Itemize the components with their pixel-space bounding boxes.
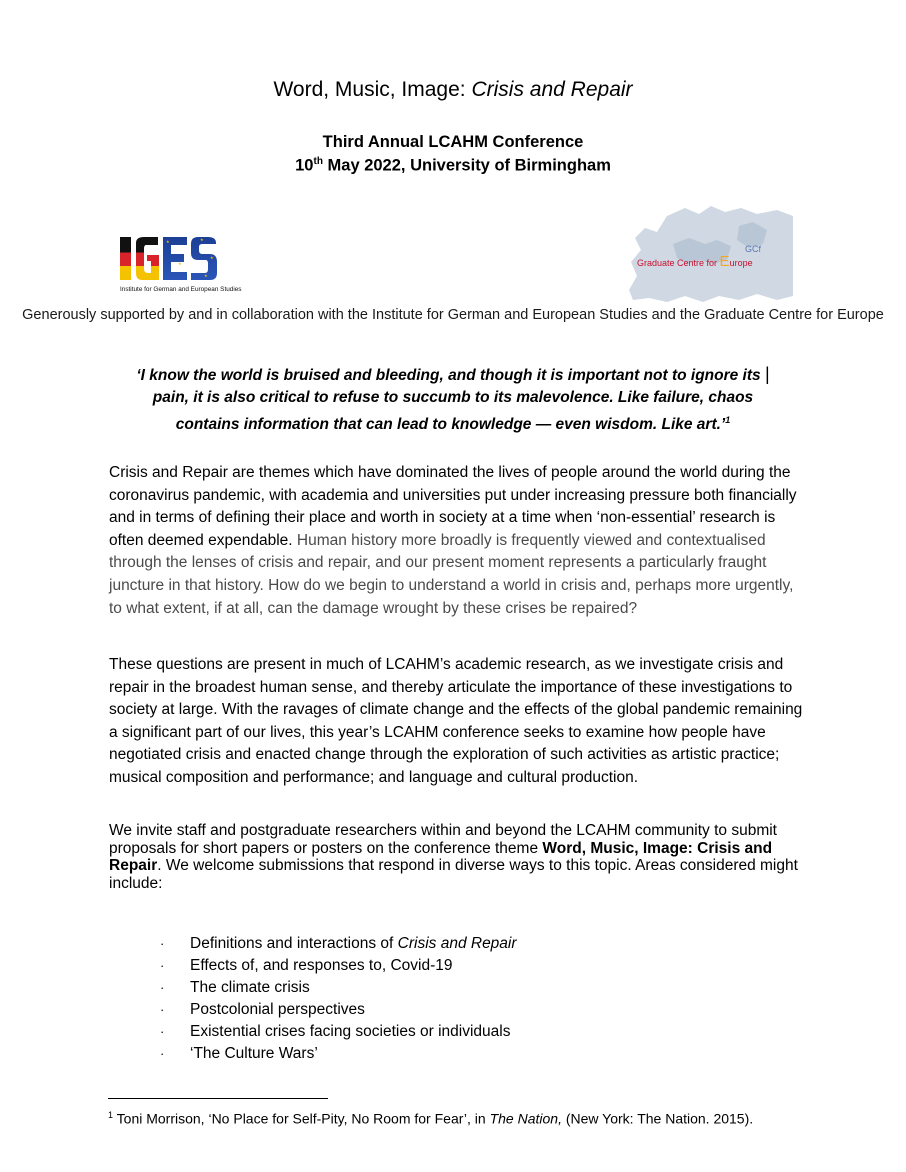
svg-text:★: ★ bbox=[204, 273, 208, 278]
epigraph-quote bbox=[100, 363, 806, 436]
conference-subtitle: Third Annual LCAHM Conference bbox=[322, 133, 584, 151]
support-statement: Generously supported by and in collaboration with the Institute for German and European Studies and the Graduate Centre for Europe bbox=[22, 307, 884, 323]
conference-date-venue bbox=[0, 156, 906, 176]
list-item: · Effects of, and responses to, Covid-19 bbox=[160, 955, 517, 977]
bullet-icon: · bbox=[160, 1002, 165, 1017]
topics-list bbox=[160, 933, 517, 1065]
list-item: · Postcolonial perspectives bbox=[160, 999, 517, 1021]
title-italic: Crisis and Repair bbox=[471, 78, 633, 101]
research-paragraph: These questions are present in much of LCAHM’s academic research, as we investigate crisis and repair in the broadest human sense, and thereby articulate the importance of these investigations to society at large. With the ravages of climate change and the effects of the global pandemic remaining a significant part of our lives, this year’s LCAHM conference seeks to examine how people have negotiated crisis and enacted change through the exploration of such activities as artistic practice; musical composition and performance; and language and cultural production. bbox=[109, 656, 803, 786]
date-day: 10 bbox=[295, 156, 314, 175]
footnote-publication: The Nation, bbox=[489, 1110, 562, 1127]
bullet-icon: · bbox=[160, 1024, 165, 1039]
list-item: · Existential crises facing societies or individuals bbox=[160, 1021, 517, 1043]
gce-text-b: urope bbox=[729, 258, 753, 268]
date-rest: May 2022, University of Birmingham bbox=[322, 156, 611, 175]
svg-text:★: ★ bbox=[200, 237, 204, 242]
gce-abbrev: GCf bbox=[745, 244, 762, 254]
footnote: $^1$ Toni Morrison, ‘No Place for Self-Pity, No Room for Fear’, in The Nation, (New York: The Nation. 2015). bbox=[108, 1110, 754, 1127]
intro-paragraph bbox=[109, 462, 809, 620]
gce-text-e: E bbox=[719, 253, 730, 270]
iges-caption: Institute for German and European Studies bbox=[120, 286, 242, 293]
theme-name: Word, Music, Image: Crisis and Repair bbox=[109, 839, 773, 874]
quote-line-2: pain, it is also critical to refuse to succumb to its malevolence. Like failure, chaos bbox=[152, 389, 754, 406]
intro-black-text: Crisis and Repair are themes which have dominated the lives of people around the world during the coronavirus pandemic, with academia and universities put under increasing pressure both financially and in terms of defining their place and worth in society at a time when ‘non-essential’ research is often deemed expendable. bbox=[109, 464, 797, 549]
quote-line-1: ‘I know the world is bruised and bleeding, and though it is important not to ignore its | bbox=[136, 364, 770, 384]
svg-text:★: ★ bbox=[166, 239, 170, 244]
text-cursor: | bbox=[764, 364, 770, 384]
intro-grey-text: Human history more broadly is frequently viewed and contextualised through the lenses of crisis and repair, and our present moment represents a particularly fraught juncture in that history. How do we begin to understand a world in crisis and, perhaps more urgently, to what extent, if at all, can the damage wrought by these crises be repaired? bbox=[109, 531, 794, 617]
iges-logo bbox=[118, 233, 246, 295]
list-item: · ‘The Culture Wars’ bbox=[160, 1043, 517, 1065]
list-item: · Definitions and interactions of Crisis and Repair bbox=[160, 933, 517, 955]
bullet-icon: · bbox=[160, 980, 165, 995]
svg-text:★: ★ bbox=[210, 255, 214, 260]
gce-text-a: Graduate Centre for bbox=[637, 258, 720, 268]
bullet-icon: · bbox=[160, 1046, 165, 1061]
svg-text:★: ★ bbox=[178, 261, 182, 266]
date-suffix: th bbox=[313, 156, 323, 167]
footnote-mark: 1 bbox=[725, 415, 731, 425]
invitation-paragraph: We invite staff and postgraduate researchers within and beyond the LCAHM community to submit proposals for short papers or posters on the conference theme Word, Music, Image: Crisis and Repair. We welcome submissions that respond in diverse ways to this topic. Areas considered might include: bbox=[109, 822, 798, 892]
footnote-number: 1 bbox=[108, 1110, 114, 1120]
quote-line-3: contains information that can lead to knowledge — even wisdom. Like art.’$^1$ bbox=[175, 415, 731, 434]
title-plain: Word, Music, Image: bbox=[273, 78, 472, 101]
list-item: · The climate crisis bbox=[160, 977, 517, 999]
bullet-icon: · bbox=[160, 958, 165, 973]
bullet-icon: · bbox=[160, 936, 165, 951]
page-title bbox=[0, 78, 906, 102]
footnote-divider bbox=[108, 1098, 328, 1099]
gce-logo bbox=[627, 204, 795, 302]
